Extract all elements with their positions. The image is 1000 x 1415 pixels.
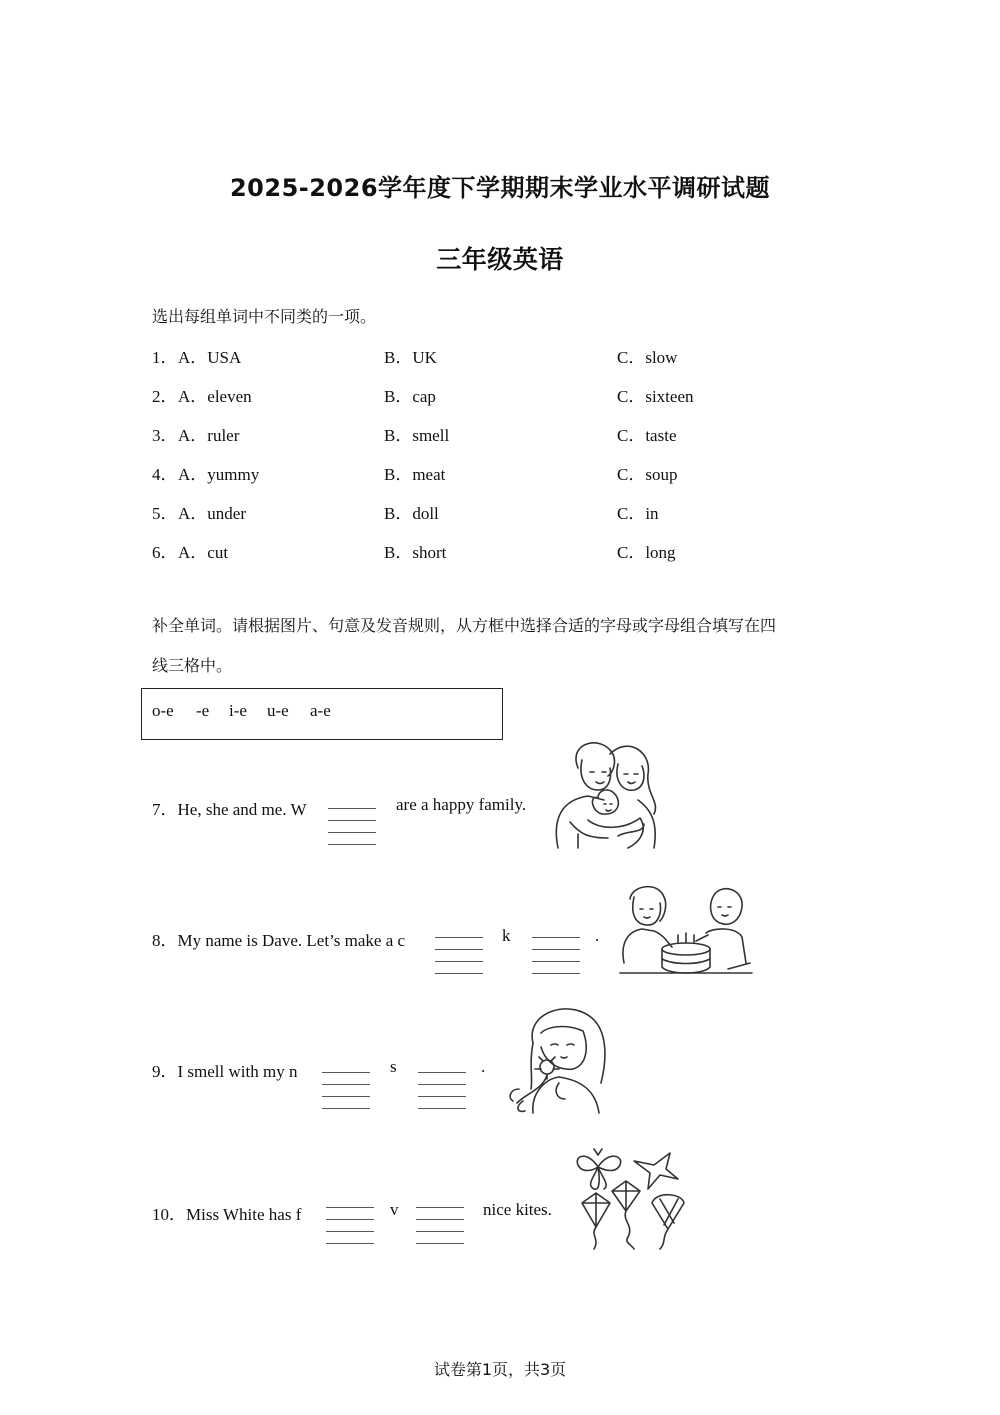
option-e: -e (196, 701, 210, 720)
q9-text-middle: s (390, 1057, 397, 1076)
q10-writing-lines-2[interactable] (416, 1207, 464, 1245)
exam-title: 2025-2026学年度下学期期末学业水平调研试题 (229, 174, 771, 202)
question-number: 3． (152, 426, 178, 445)
question-row-4 (152, 460, 852, 484)
q10-text-after: nice kites. (483, 1200, 552, 1219)
option-c[interactable]: C．taste (617, 426, 677, 445)
option-b[interactable]: B．doll (384, 504, 439, 523)
q9-writing-lines-2[interactable] (418, 1072, 466, 1110)
section2-instruction-line2: 线三格中。 (152, 656, 233, 675)
option-ae: a-e (310, 701, 331, 720)
kites-picture (570, 1145, 690, 1251)
option-b[interactable]: B．UK (384, 348, 437, 367)
option-b[interactable]: B．short (384, 543, 447, 562)
question-row-3 (152, 421, 852, 445)
making-cake-picture (618, 883, 754, 979)
question-number: 4． (152, 465, 178, 484)
option-a[interactable]: A．under (178, 504, 246, 523)
q9-text-before: 9．I smell with my n (152, 1062, 298, 1081)
q7-writing-lines[interactable] (328, 808, 376, 846)
q10-text-before: 10．Miss White has f (152, 1205, 302, 1224)
page-footer: 试卷第1页，共3页 (433, 1360, 567, 1379)
q9-text-after: . (481, 1057, 486, 1076)
option-b[interactable]: B．meat (384, 465, 446, 484)
letter-options-box (141, 688, 503, 740)
option-b[interactable]: B．cap (384, 387, 436, 406)
option-a[interactable]: A．cut (178, 543, 229, 562)
family-hug-picture (548, 738, 666, 853)
option-c[interactable]: C．long (617, 543, 676, 562)
option-b[interactable]: B．smell (384, 426, 450, 445)
option-c[interactable]: C．in (617, 504, 659, 523)
q8-writing-lines-1[interactable] (435, 937, 483, 975)
question-number: 5． (152, 504, 178, 523)
question-row-1 (152, 343, 852, 367)
section1-instruction: 选出每组单词中不同类的一项。 (152, 307, 377, 326)
option-ue: u-e (267, 701, 289, 720)
option-c[interactable]: C．sixteen (617, 387, 694, 406)
q7-text-after: are a happy family. (396, 795, 527, 814)
question-row-2 (152, 382, 852, 406)
option-a[interactable]: A．USA (178, 348, 242, 367)
option-a[interactable]: A．ruler (178, 426, 240, 445)
q8-text-before: 8．My name is Dave. Let’s make a c (152, 931, 406, 950)
question-number: 1． (152, 348, 178, 367)
q7-text-before: 7．He, she and me. W (152, 800, 307, 819)
section2-instruction-line1: 补全单词。请根据图片、句意及发音规则，从方框中选择合适的字母或字母组合填写在四 (152, 616, 777, 635)
q8-text-after: . (595, 926, 600, 945)
option-a[interactable]: A．eleven (178, 387, 252, 406)
option-c[interactable]: C．slow (617, 348, 678, 367)
option-a[interactable]: A．yummy (178, 465, 260, 484)
q8-text-middle: k (502, 926, 511, 945)
q8-writing-lines-2[interactable] (532, 937, 580, 975)
question-row-6 (152, 538, 852, 562)
exam-subtitle: 三年级英语 (436, 245, 564, 274)
q9-writing-lines-1[interactable] (322, 1072, 370, 1110)
question-row-5 (152, 499, 852, 523)
option-oe: o-e (152, 701, 174, 720)
option-ie: i-e (229, 701, 247, 720)
question-number: 6． (152, 543, 178, 562)
q10-writing-lines-1[interactable] (326, 1207, 374, 1245)
option-c[interactable]: C．soup (617, 465, 678, 484)
girl-smelling-flower-picture (503, 1003, 613, 1115)
question-number: 2． (152, 387, 178, 406)
q10-text-middle: v (390, 1200, 399, 1219)
